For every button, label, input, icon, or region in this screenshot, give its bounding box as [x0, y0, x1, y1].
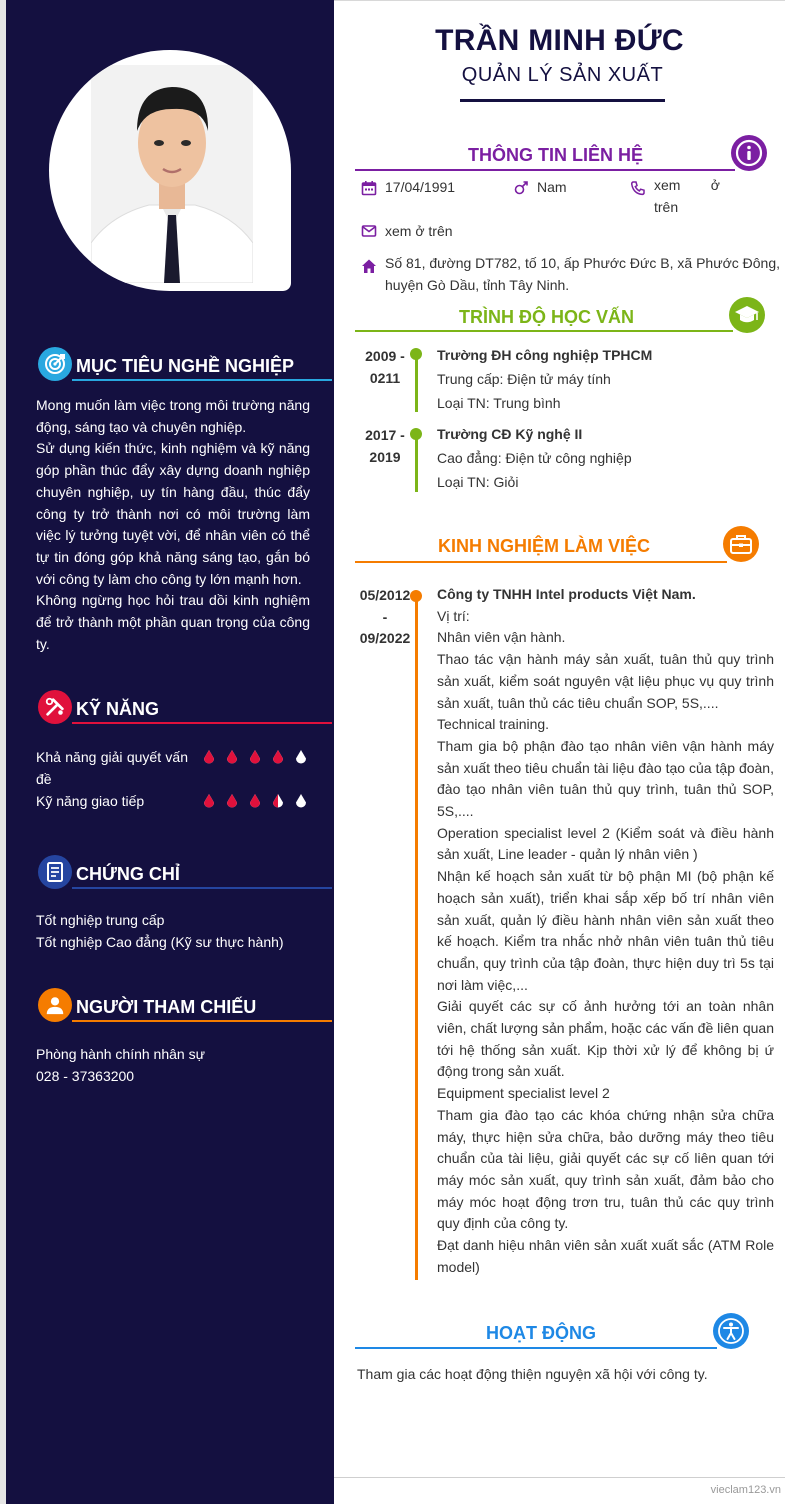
- experience-line: Equipment specialist level 2: [437, 1085, 610, 1102]
- education-years: 2009 - 0211: [365, 348, 405, 386]
- rating-drop-full: [248, 749, 262, 766]
- sidebar-footer: [6, 1477, 334, 1504]
- education-timeline: [415, 352, 418, 412]
- grade: Loại TN: Giỏi: [437, 474, 519, 490]
- company-name: Công ty TNHH Intel products Việt Nam.: [437, 586, 696, 602]
- certificate-item: Tốt nghiệp trung cấp: [36, 912, 165, 928]
- objective-paragraph: Sử dụng kiến thức, kinh nghiệm và kỹ năng góp phần thúc đẩy xây dựng doanh nghiệp chuyên nghiệp, uy tín hàng đầu, thúc đẩy công ty trở thành nơi có môi trường làm việc lý tưởng tuyệt vời, để nhân viên có thể tự tin đóng góp khả năng sáng tạo, gắn bó với công ty làm cho công ty lớn mạnh hơn.: [36, 440, 310, 587]
- reference-phone: 028 - 37363200: [36, 1067, 135, 1084]
- education-header: [355, 297, 767, 337]
- school-name: Trường ĐH công nghiệp TPHCM: [437, 347, 653, 363]
- experience-entry: [437, 584, 774, 1279]
- target-icon: [38, 347, 72, 381]
- rating-drop-half: [271, 793, 285, 810]
- contact-title: THÔNG TIN LIÊN HỆ: [468, 145, 643, 165]
- education-years: 2017 - 2019: [365, 427, 405, 465]
- experience-line: Tham gia bộ phận đào tạo nhân viên vận hành máy sản xuất theo tiêu chuẩn tài liệu đào tạo của tập đoàn, đào tạo nhân viên tuân thủ quy trình, tuân thủ SOP, 5S,....: [437, 737, 774, 820]
- graduation-cap-icon: [729, 297, 765, 333]
- tools-icon: [38, 690, 72, 724]
- skill-name: Khả năng giải quyết vấn đề: [36, 749, 188, 787]
- objective-text: [36, 395, 310, 655]
- rating-drop-full: [225, 749, 239, 766]
- references-list: [36, 1044, 332, 1087]
- activities-text: Tham gia các hoạt động thiện nguyện xã hội với công ty.: [357, 1366, 708, 1382]
- person-icon: [38, 988, 72, 1022]
- experience-line: Đạt danh hiệu nhân viên sản xuất xuất sắc (ATM Role model): [437, 1237, 774, 1275]
- experience-line: Nhân viên vận hành.: [437, 629, 566, 646]
- experience-line: Thao tác vận hành máy sản xuất, tuân thủ quy trình sản xuất, kiểm soát nguyên vật liệu phục vụ quy trình sản xuất, tuân thủ các tiêu chuẩn SOP, 5S,....: [437, 651, 774, 711]
- objective-divider: [72, 379, 332, 381]
- contact-divider: [355, 169, 735, 171]
- candidate-name: TRẦN MINH ĐỨC: [435, 24, 684, 57]
- accessibility-person-icon: [713, 1313, 749, 1349]
- end-date: 09/2022: [359, 630, 411, 647]
- certificates-title: CHỨNG CHỈ: [76, 864, 180, 884]
- top-divider: [334, 0, 785, 1]
- rating-drop-full: [225, 793, 239, 810]
- degree: Trung cấp: Điện tử máy tính: [437, 371, 611, 387]
- contact-header: [355, 135, 767, 175]
- education-title: TRÌNH ĐỘ HỌC VẤN: [459, 307, 634, 327]
- school-name: Trường CĐ Kỹ nghệ II: [437, 426, 583, 442]
- experience-line: Tham gia đào tạo các khóa chứng nhận sửa chữa máy, thực hiện sửa chữa, bảo dưỡng máy theo tiêu chuẩn của tài liệu, giải quyết các sự cố liên quan tới máy móc sản xuất, quy trình sản xuất, đảm bảo cho máy móc hoạt động trơn tru, tuân thủ các quy trình quy định của công ty.: [437, 1106, 774, 1232]
- watermark: vieclam123.vn: [710, 1484, 781, 1496]
- profile-photo: [91, 65, 253, 283]
- experience-divider: [355, 561, 727, 563]
- bottom-divider: [334, 1477, 785, 1478]
- rating-drop-empty: [294, 793, 308, 810]
- rating-drop-empty: [294, 749, 308, 766]
- rating-drop-full: [202, 793, 216, 810]
- certificates-list: [36, 910, 332, 953]
- gender: Nam: [537, 179, 567, 195]
- birthday: 17/04/1991: [385, 179, 456, 195]
- rating-drop-full: [248, 793, 262, 810]
- info-icon: [731, 135, 767, 171]
- education-entry: [437, 422, 777, 494]
- experience-title: KINH NGHIỆM LÀM VIỆC: [438, 536, 651, 556]
- home-icon: [361, 258, 377, 274]
- certificate-item: Tốt nghiệp Cao đẳng (Kỹ sư thực hành): [36, 933, 284, 950]
- email: xem ở trên: [385, 223, 453, 239]
- references-divider: [72, 1020, 332, 1022]
- calendar-icon: [361, 180, 377, 196]
- rating-drop-full: [271, 749, 285, 766]
- activities-title: HOẠT ĐỘNG: [486, 1323, 596, 1343]
- briefcase-icon: [723, 526, 759, 562]
- objective-paragraph: Không ngừng học hỏi trau dồi kinh nghiệm để trở thành một phần quan trọng của công ty.: [36, 592, 310, 652]
- experience-line: Operation specialist level 2 (Kiểm soát và điều hành sản xuất, Line leader - quản lý nhân viên ): [437, 824, 774, 863]
- start-date: 05/2012: [359, 587, 411, 603]
- experience-dates: [357, 585, 413, 650]
- experience-line: Technical training.: [437, 716, 550, 733]
- gender-icon: [513, 180, 529, 196]
- address: Số 81, đường DT782, tố 10, ấp Phước Đức B, xã Phước Đông, huyện Gò Dầu, tỉnh Tây Ninh.: [385, 255, 781, 293]
- degree: Cao đẳng: Điện tử công nghiệp: [437, 450, 632, 466]
- activities-header: [355, 1313, 767, 1353]
- experience-header: [355, 526, 767, 566]
- reference-name: Phòng hành chính nhân sự: [36, 1046, 205, 1062]
- references-header: [36, 988, 332, 1024]
- objective-header: [36, 347, 332, 383]
- skill-row: [36, 747, 332, 791]
- skill-row: [36, 791, 332, 813]
- experience-line: Giải quyết các sự cố ảnh hưởng tới an toàn nhân viên, chất lượng sản phẩm, hoặc các vấn đề liên quan tới hệ thống sản xuất. Kịp thời xử lý để không bị ứ động trong sản xuất.: [437, 998, 774, 1080]
- objective-paragraph: Mong muốn làm việc trong môi trường năng động, sáng tạo và chuyên nghiệp.: [36, 397, 310, 435]
- skill-name: Kỹ năng giao tiếp: [36, 793, 145, 809]
- phone-icon: [630, 180, 646, 196]
- education-divider: [355, 330, 733, 332]
- timeline-dot: [410, 590, 422, 602]
- skills-title: KỸ NĂNG: [76, 699, 160, 719]
- grade: Loại TN: Trung bình: [437, 395, 561, 411]
- references-title: NGƯỜI THAM CHIẾU: [76, 997, 257, 1017]
- profile-photo-frame: [49, 50, 291, 291]
- rating-drop-full: [202, 749, 216, 766]
- phone: xem ở trên: [654, 177, 720, 215]
- experience-line: Nhận kế hoạch sản xuất từ bộ phận MI (bộ phận kế hoạch sản xuất), triển khai sắp xếp bố trí nhân viên sản xuất, quản lý điều hành nhân viên sản xuất theo kế hoạch. Kiểm tra nhắc nhở nhân viên tuân thủ tiêu chuẩn, quy trình của tập đoàn, thực hiện duy trì 5s tại nơi làm việc,...: [437, 868, 774, 993]
- certificates-divider: [72, 887, 332, 889]
- experience-line: Vị trí:: [437, 607, 470, 624]
- skill-rating: [202, 749, 308, 766]
- skills-header: [36, 690, 332, 726]
- activities-divider: [355, 1347, 717, 1349]
- title-underline: [460, 99, 665, 102]
- experience-timeline: [415, 596, 418, 1280]
- timeline-dot: [410, 428, 422, 440]
- certificates-header: [36, 855, 332, 891]
- objective-title: MỤC TIÊU NGHỀ NGHIỆP: [76, 356, 295, 376]
- date-separator: -: [382, 608, 388, 625]
- job-title: QUẢN LÝ SẢN XUẤT: [461, 64, 664, 86]
- skills-divider: [72, 722, 332, 724]
- education-entry: [437, 343, 777, 415]
- skill-rating: [202, 793, 308, 810]
- timeline-dot: [410, 348, 422, 360]
- education-timeline: [415, 432, 418, 492]
- certificate-icon: [38, 855, 72, 889]
- email-icon: [361, 223, 377, 239]
